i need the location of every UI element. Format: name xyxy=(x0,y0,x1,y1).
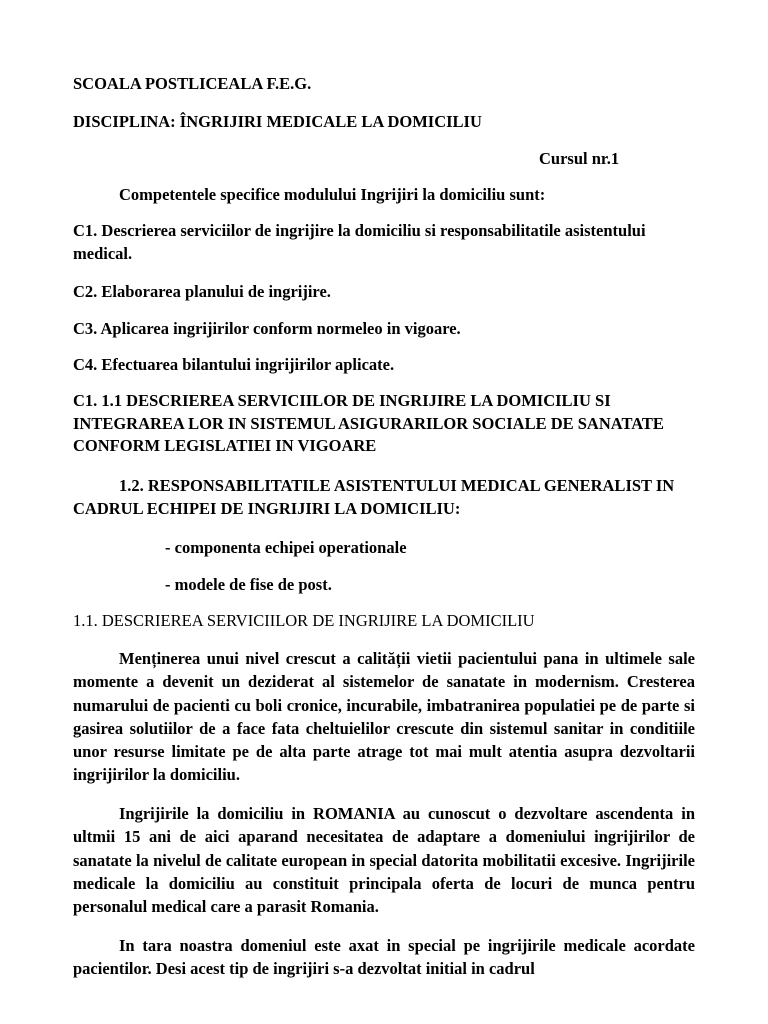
school-name: SCOALA POSTLICEALA F.E.G. xyxy=(73,74,312,93)
discipline-title: DISCIPLINA: ÎNGRIJIRI MEDICALE LA DOMICILIU xyxy=(73,112,482,131)
competence-c4: C4. Efectuarea bilantului ingrijirilor aplicate. xyxy=(73,355,395,374)
section-1-2-heading: 1.2. RESPONSABILITATILE ASISTENTULUI MEDICAL GENERALIST IN CADRUL ECHIPEI DE INGRIJIRI LA DOMICILIU: xyxy=(73,476,675,518)
bullet-item: - componenta echipei operationale xyxy=(165,538,407,557)
paragraph-2: Ingrijirile la domiciliu in ROMANIA au cunoscut o dezvoltare ascendenta in ultmii 15 ani de aici aparand necesitatea de adaptare a domeniului ingrijirilor de sanatate la nivelul de calitate european in special datorita mobilitatii excesive. Ingrijirile medicale la domiciliu au constituit principala oferta de locuri de munca pentru personalul medical care a parasit Romania. xyxy=(73,804,695,917)
section-1-1-heading: 1.1. DESCRIEREA SERVICIILOR DE INGRIJIRE LA DOMICILIU xyxy=(73,611,535,630)
competence-c3: C3. Aplicarea ingrijirilor conform normeleo in vigoare. xyxy=(73,319,461,338)
competence-c2: C2. Elaborarea planului de ingrijire. xyxy=(73,282,331,301)
bullet-item: - modele de fise de post. xyxy=(165,575,332,594)
paragraph-1: Menținerea unui nivel crescut a calității vietii pacientului pana in ultimele sale momente a devenit un deziderat al sistemelor de sanatate in modernism. Cresterea numarului de pacienti cu boli cronice, incurabile, imbatranirea populatiei pe de parte si gasirea solutiilor de a face fata cheltuielilor crescute din sistemul sanitar in conditiile unor resurse limitate pe de alta parte atrage tot mai mult atentia asupra dezvoltarii ingrijirilor la domiciliu. xyxy=(73,649,695,785)
section-c1-heading: C1. 1.1 DESCRIEREA SERVICIILOR DE INGRIJIRE LA DOMICILIU SI INTEGRAREA LOR IN SISTEMUL ASIGURARILOR SOCIALE DE SANATATE CONFORM LEGISLATIEI IN VIGOARE xyxy=(73,391,664,456)
intro-text: Competentele specifice modulului Ingrijiri la domiciliu sunt: xyxy=(119,185,546,204)
paragraph-3: In tara noastra domeniul este axat in special pe ingrijirile medicale acordate pacientilor. Desi acest tip de ingrijiri s-a dezvoltat initial in cadrul xyxy=(73,936,695,979)
competence-c1: C1. Descrierea serviciilor de ingrijire la domiciliu si responsabilitatile asistentului medical. xyxy=(73,221,646,264)
course-number: Cursul nr.1 xyxy=(539,149,620,168)
